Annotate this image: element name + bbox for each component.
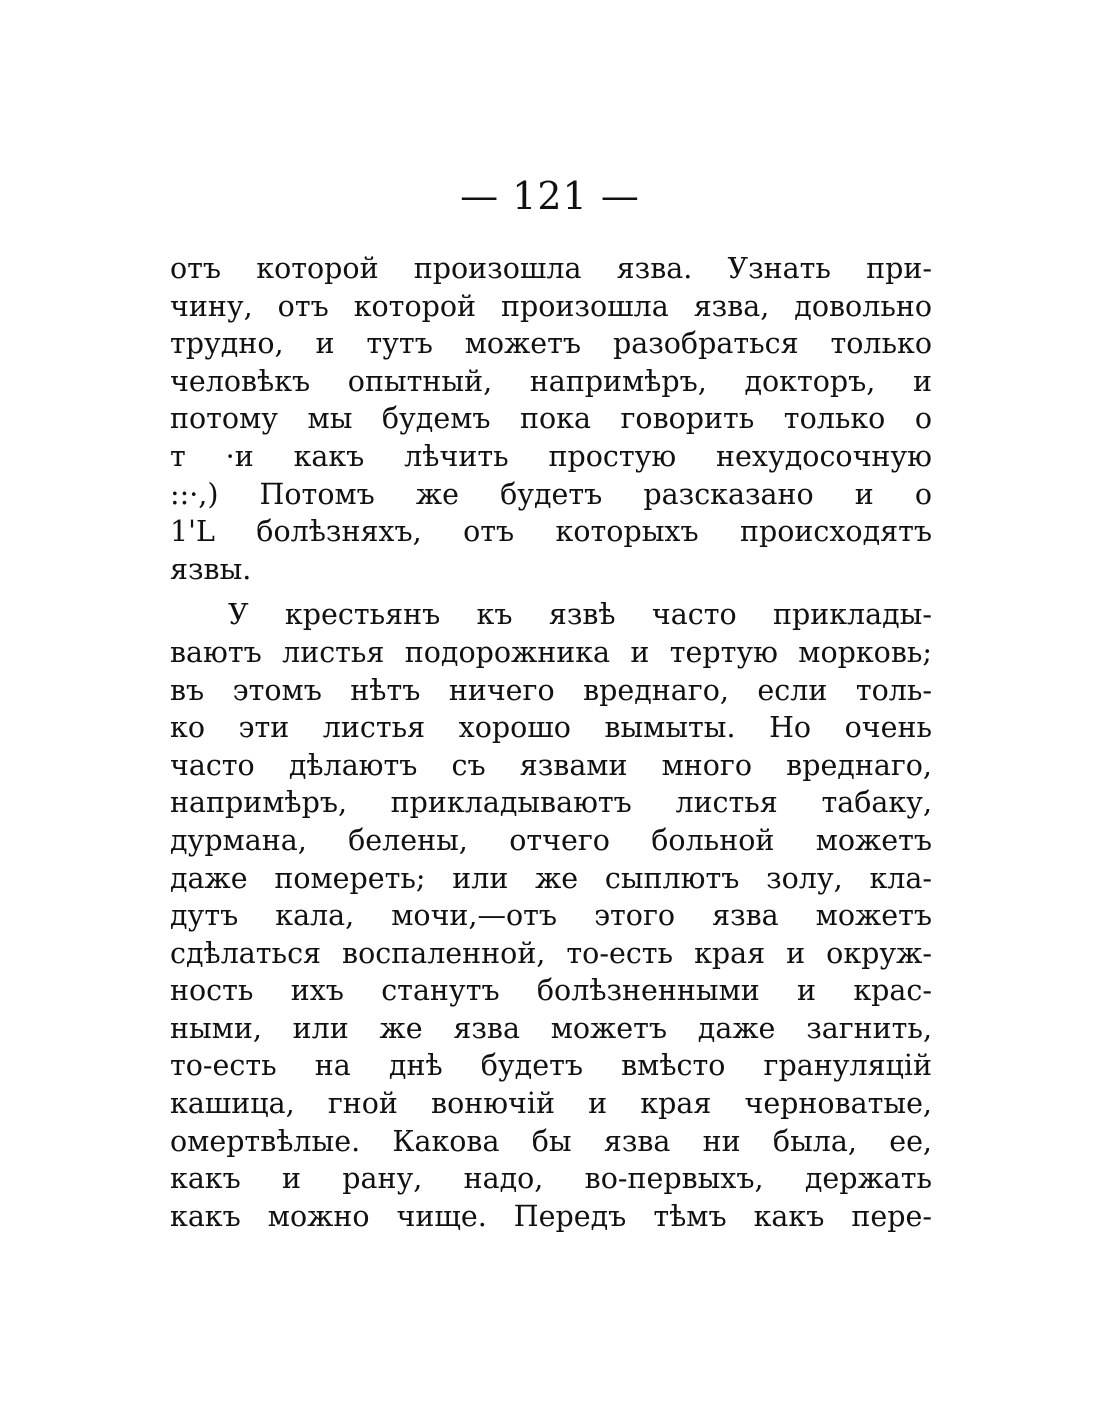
text-line: 1'L болѣзняхъ, отъ которыхъ происходятъ xyxy=(170,515,932,549)
text-line: ::·,) Потомъ же будетъ разсказано и о xyxy=(170,477,932,511)
text-line: дурмана, белены, отчего больной можетъ xyxy=(170,823,932,857)
text-line: отъ которой произошла язва. Узнать при- xyxy=(170,252,932,285)
text-line: язвы. xyxy=(170,552,252,586)
text-line: т ·и какъ лѣчить простую нехудосочную xyxy=(170,439,932,473)
text-line: человѣкъ опытный, напримѣръ, докторъ, и xyxy=(170,364,932,398)
text-line: ко эти листья хорошо вымыты. Но очень xyxy=(170,711,932,745)
text-line: омертвѣлые. Какова бы язва ни была, ее, xyxy=(170,1124,932,1158)
text-line: ными, или же язва можетъ даже загнить, xyxy=(170,1011,932,1045)
text-line: даже помереть; или же сыплютъ золу, кла- xyxy=(170,861,932,895)
text-line: дутъ кала, мочи,—отъ этого язва можетъ xyxy=(170,899,932,933)
text-line: кашица, гной вонючій и края черноватые, xyxy=(170,1087,932,1121)
paragraph-2 xyxy=(170,596,932,1235)
text-line: какъ и рану, надо, во-первыхъ, держать xyxy=(170,1162,932,1196)
text-line: ность ихъ станутъ болѣзненными и крас- xyxy=(170,974,932,1008)
text-line: У крестьянъ къ язвѣ часто приклады- xyxy=(228,598,932,632)
text-line: потому мы будемъ пока говорить только о xyxy=(170,402,932,436)
text-line: ваютъ листья подорожника и тертую морковь; xyxy=(170,635,932,669)
page-number: — 121 — xyxy=(460,174,640,218)
text-line: напримѣръ, прикладываютъ листья табаку, xyxy=(170,786,932,820)
text-line: сдѣлаться воспаленной, то-есть края и окруж- xyxy=(170,936,932,970)
text-line: въ этомъ нѣтъ ничего вреднаго, если толь- xyxy=(170,673,932,707)
text-line: то-есть на днѣ будетъ вмѣсто грануляцій xyxy=(170,1049,932,1083)
text-line: какъ можно чище. Передъ тѣмъ какъ пере- xyxy=(170,1199,932,1233)
text-line: трудно, и тутъ можетъ разобраться только xyxy=(170,327,932,361)
text-line: часто дѣлаютъ съ язвами много вреднаго, xyxy=(170,748,932,782)
body-text xyxy=(170,250,932,1235)
text-line: чину, отъ которой произошла язва, довольно xyxy=(170,289,932,323)
paragraph-1 xyxy=(170,250,932,588)
